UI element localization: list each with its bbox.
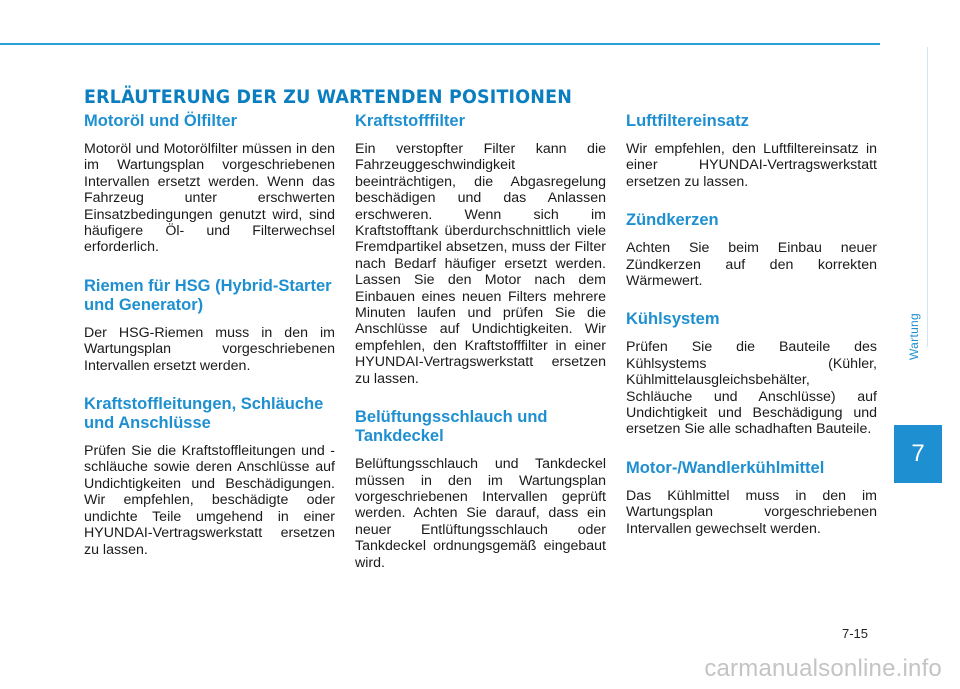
section-heading: Kühlsystem bbox=[626, 310, 720, 329]
section-heading: Belüftungsschlauch und Tankdeckel bbox=[355, 408, 548, 446]
section-body: Achten Sie beim Einbau neuer Zündkerzen auf den korrekten Wärmewert. bbox=[626, 240, 877, 290]
section-body: Motoröl und Motorölfilter müssen in den im Wartungsplan vorgeschriebenen Intervallen ersetzt werden. Wenn das Fahrzeug unter erschwerten Einsatzbedingungen genutzt wird, sind häufigere Öl- und Filterwechsel erforderlich. bbox=[84, 141, 335, 256]
section-body: Belüftungsschlauch und Tankdeckel müssen in den im Wartungsplan vorgeschriebenen Intervallen geprüft werden. Achten Sie darauf, dass ein neuer Entlüftungsschlauch oder Tankdeckel ordnungsgemäß eingebaut wird. bbox=[355, 456, 606, 571]
section-body: Ein verstopfter Filter kann die Fahrzeuggeschwindigkeit beeinträchtigen, die Abgasregelung beschädigen und das Anlassen erschweren. Wenn sich im Kraftstofftank überdurchschnittlich viele Fremdpartikel absetzen, muss der Filter nach Bedarf häufiger ersetzt werden. Lassen Sie den Motor nach dem Einbauen eines neuen Filters mehrere Minuten laufen und prüfen Sie die Anschlüsse auf Undichtigkeiten. Wir empfehlen, den Kraftstofffilter in einer HYUNDAI-Vertragswerkstatt ersetzen zu lassen. bbox=[355, 141, 606, 387]
section-heading: Kraftstoffleitungen, Schläuche und Anschlüsse bbox=[84, 395, 324, 433]
section-body: Prüfen Sie die Kraftstoffleitungen und -schläuche sowie deren Anschlüsse auf Undichtigkeiten und Beschädigungen. Wir empfehlen, beschädigte oder undichte Teile umgehend in einer HYUNDAI-Vertragswerkstatt ersetzen zu lassen. bbox=[84, 443, 335, 558]
chapter-label: Wartung bbox=[907, 312, 921, 360]
section-heading: Riemen für HSG (Hybrid-Starter und Generator) bbox=[84, 276, 332, 314]
header-rule bbox=[0, 43, 880, 45]
section-heading: Zündkerzen bbox=[626, 211, 719, 230]
column-1 bbox=[84, 112, 335, 579]
section-body: Das Kühlmittel muss in den im Wartungsplan vorgeschriebenen Intervallen gewechselt werden. bbox=[626, 487, 877, 537]
sidebar-divider bbox=[927, 47, 928, 347]
section-heading: Motoröl und Ölfilter bbox=[84, 112, 238, 130]
section-heading: Motor-/Wandlerkühlmittel bbox=[626, 458, 825, 477]
column-2 bbox=[355, 112, 606, 592]
page-number: 7-15 bbox=[842, 626, 869, 641]
section-heading: Kraftstofffilter bbox=[355, 112, 465, 130]
watermark: carmanualsonline.info bbox=[704, 655, 942, 682]
section-body: Wir empfehlen, den Luftfiltereinsatz in einer HYUNDAI-Vertragswerkstatt ersetzen zu lassen. bbox=[626, 141, 877, 190]
column-3 bbox=[626, 112, 877, 558]
section-body: Prüfen Sie die Bauteile des Kühlsystems (Kühler, Kühlmittelausgleichsbehälter, Schläuche und Anschlüsse) auf Undichtigkeit und Beschädigung und ersetzen Sie alle schadhaften Bauteile. bbox=[626, 339, 877, 438]
section-body: Der HSG-Riemen muss in den im Wartungsplan vorgeschriebenen Intervallen ersetzt werden. bbox=[84, 324, 335, 374]
page-title: ERLÄUTERUNG DER ZU WARTENDEN POSITIONEN bbox=[84, 86, 573, 108]
section-heading: Luftfiltereinsatz bbox=[626, 112, 749, 130]
chapter-tab: 7 bbox=[894, 425, 942, 483]
